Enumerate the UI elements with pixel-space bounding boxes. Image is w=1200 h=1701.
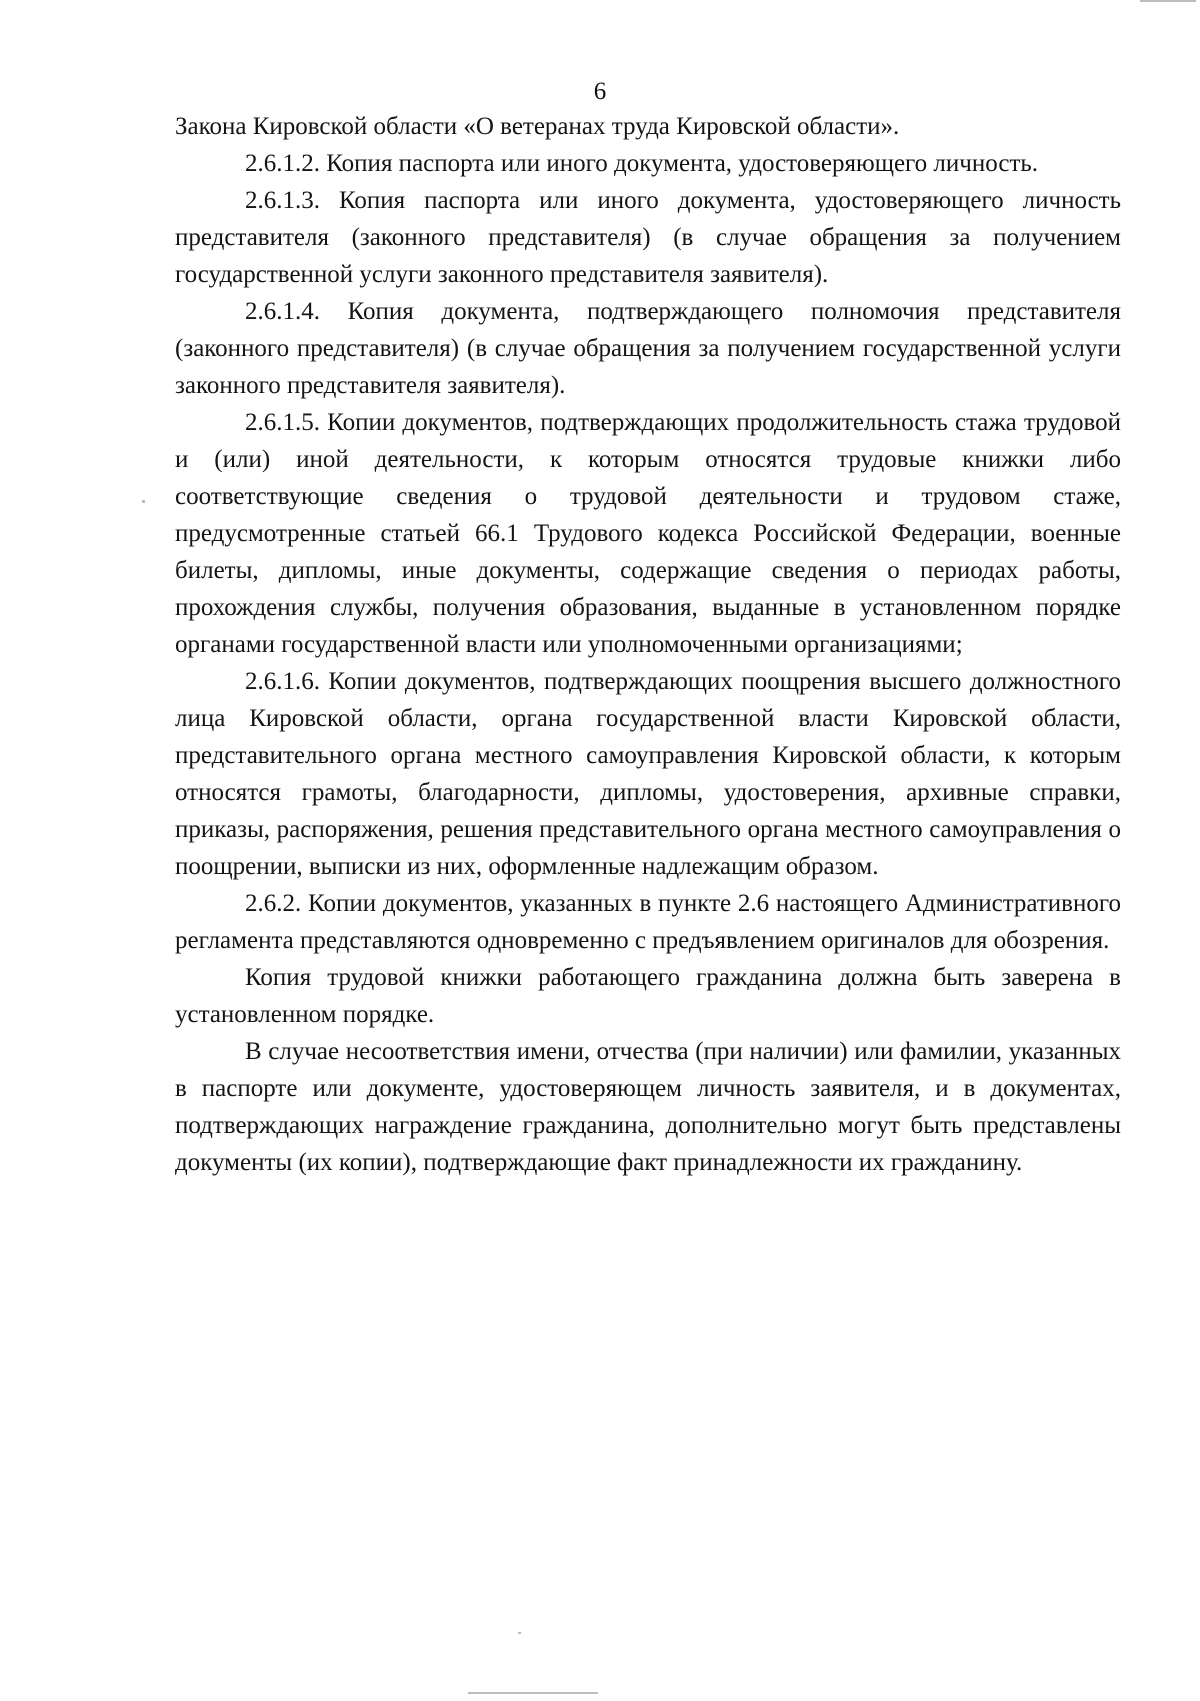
paragraph-name-mismatch: В случае несоответствия имени, отчества (при наличии) или фамилии, указанных в паспорте или документе, удостоверяющем личность заявителя, и в документах, подтверждающих награждение гражданина, дополнительно могут быть представлены документы (их копии), подтверждающие факт принадлежности их гражданину. <box>175 1038 1121 1176</box>
paragraph-2-6-1-3: 2.6.1.3. Копия паспорта или иного документа, удостоверяющего личность представителя (законного представителя) (в случае обращения за получением государственной услуги законного представителя заявителя). <box>175 187 1121 288</box>
scan-edge-mark <box>1140 0 1196 2</box>
paragraph-law-reference: Закона Кировской области «О ветеранах труда Кировской области». <box>175 113 900 140</box>
page-number: 6 <box>593 78 607 105</box>
paragraph-2-6-1-5: 2.6.1.5. Копии документов, подтверждающих продолжительность стажа трудовой и (или) иной деятельности, к которым относятся трудовые книжки либо соответствующие сведения о трудовой деятельности и трудовом стаже, предусмотренные статьей 66.1 Трудового кодекса Российской Федерации, военные билеты, дипломы, иные документы, содержащие сведения о периодах работы, прохождения службы, получения образования, выданные в установленном порядке органами государственной власти или уполномоченными организациями; <box>175 409 1121 658</box>
document-body <box>175 108 1121 1181</box>
paragraph-2-6-1-2: 2.6.1.2. Копия паспорта или иного документа, удостоверяющего личность. <box>245 150 1039 177</box>
paragraph-work-book-copy: Копия трудовой книжки работающего гражданина должна быть заверена в установленном порядке. <box>175 964 1121 1028</box>
paragraph-2-6-1-6: 2.6.1.6. Копии документов, подтверждающих поощрения высшего должностного лица Кировской области, органа государственной власти Кировской области, представительного органа местного самоуправления Кировской области, к которым относятся грамоты, благодарности, дипломы, удостоверения, архивные справки, приказы, распоряжения, решения представительного органа местного самоуправления о поощрении, выписки из них, оформленные надлежащим образом. <box>175 668 1121 880</box>
paragraph-2-6-2: 2.6.2. Копии документов, указанных в пункте 2.6 настоящего Административного регламента представляются одновременно с предъявлением оригиналов для обозрения. <box>175 890 1121 954</box>
scan-edge-mark <box>468 1692 598 1694</box>
scan-speck <box>142 500 145 503</box>
scan-speck <box>518 1632 521 1634</box>
paragraph-2-6-1-4: 2.6.1.4. Копия документа, подтверждающего полномочия представителя (законного представителя) (в случае обращения за получением государственной услуги законного представителя заявителя). <box>175 298 1121 399</box>
